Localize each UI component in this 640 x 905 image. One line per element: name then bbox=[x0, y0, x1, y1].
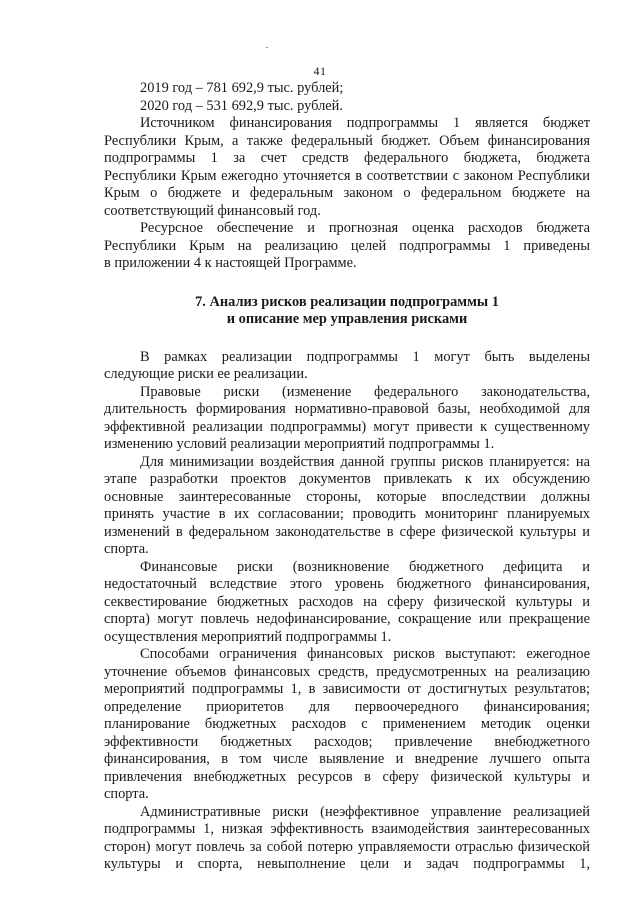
text-line: спорта) могут повлечь недофинансирование, сокращение или прекращение bbox=[104, 611, 590, 627]
paragraph bbox=[104, 115, 590, 220]
text-line: Финансовые риски (возникновение бюджетного дефицита и bbox=[140, 558, 590, 575]
text-line: Республики Крым ежегодно уточняется в соответствии с законом Республики bbox=[104, 167, 590, 184]
text-line: эффективности бюджетных расходов; привлечение внебюджетного bbox=[104, 733, 590, 750]
paragraph bbox=[104, 559, 590, 647]
text-line: подпрограммы 1 за счет средств федерального бюджета, бюджета bbox=[104, 150, 590, 166]
text-line: основные заинтересованные стороны, которые впоследствии должны bbox=[104, 488, 590, 505]
text-line: сторон) могут повлечь за собой потерю управляемости отраслью физической bbox=[104, 838, 590, 855]
section-after-heading bbox=[104, 349, 590, 874]
text-line: этапе разработки проектов документов привлекать к их обсуждению bbox=[104, 471, 590, 487]
text-line: эффективной реализации подпрограммы) могут привести к существенному bbox=[104, 418, 590, 435]
text-line: определение приоритетов для первоочередного финансирования; bbox=[104, 698, 590, 715]
paragraph bbox=[104, 646, 590, 804]
text-line: 2020 год – 531 692,9 тыс. рублей. bbox=[140, 97, 343, 114]
paragraph bbox=[104, 454, 590, 559]
section-before-heading bbox=[104, 80, 590, 273]
text-line: изменений в федеральном законодательстве в сфере физической культуры и bbox=[104, 523, 590, 540]
page-number: 41 bbox=[313, 64, 327, 78]
text-line: 2019 год – 781 692,9 тыс. рублей; bbox=[140, 80, 344, 96]
paragraph bbox=[104, 804, 590, 874]
text-line: Для минимизации воздействия данной группы рисков планируется: на bbox=[140, 453, 590, 470]
text-line: следующие риски ее реализации. bbox=[104, 366, 308, 382]
text-line: Ресурсное обеспечение и прогнозная оценка расходов бюджета bbox=[140, 220, 590, 236]
paragraph bbox=[104, 384, 590, 454]
text-line: в приложении 4 к настоящей Программе. bbox=[104, 255, 357, 271]
heading-line-1: 7. Анализ рисков реализации подпрограммы 1 bbox=[195, 293, 499, 310]
text-line: спорта. bbox=[104, 541, 149, 557]
text-line: недостаточный вследствие этого уровень бюджетного финансирования, bbox=[104, 576, 590, 592]
paragraph bbox=[104, 349, 590, 384]
text-line: финансирования, в том числе выявление и внедрение лучшего опыта bbox=[104, 751, 590, 767]
text-line: привлечения внебюджетных ресурсов в сферу физической культуры и bbox=[104, 768, 590, 785]
text-line: осуществления мероприятий подпрограммы 1. bbox=[104, 628, 392, 645]
text-line: Республики Крым, а также федеральный бюджет. Объем финансирования bbox=[104, 132, 590, 149]
text-line: Правовые риски (изменение федерального законодательства, bbox=[140, 383, 590, 400]
paragraph bbox=[104, 80, 590, 115]
document-body bbox=[104, 80, 590, 874]
paragraph bbox=[104, 220, 590, 273]
text-line: длительность формирования нормативно-правовой базы, необходимой для bbox=[104, 401, 590, 417]
text-line: изменению условий реализации мероприятий подпрограммы 1. bbox=[104, 436, 495, 452]
text-line: культуры и спорта, невыполнение цели и задач подпрограммы 1, bbox=[104, 856, 590, 872]
text-line: мероприятий подпрограммы 1, в зависимости от достигнутых результатов; bbox=[104, 681, 590, 697]
text-line: спорта. bbox=[104, 786, 149, 802]
text-line: соответствующий финансовый год. bbox=[104, 202, 321, 219]
text-line: Крым о бюджете и федеральным законом о федеральном бюджете на bbox=[104, 185, 590, 201]
text-line: Источником финансирования подпрограммы 1 является бюджет bbox=[140, 115, 590, 131]
heading-line-2: и описание мер управления рисками bbox=[226, 311, 468, 327]
scan-speck bbox=[266, 47, 268, 48]
text-line: планирование бюджетных расходов с применением методик оценки bbox=[104, 716, 590, 732]
text-line: подпрограммы 1, низкая эффективность взаимодействия заинтересованных bbox=[104, 821, 590, 837]
text-line: Способами ограничения финансовых рисков выступают: ежегодное bbox=[140, 646, 590, 662]
section-heading bbox=[104, 294, 590, 329]
text-line: Республики Крым на реализацию целей подпрограммы 1 приведены bbox=[104, 237, 590, 254]
text-line: секвестирование бюджетных расходов на сферу физической культуры и bbox=[104, 593, 590, 610]
text-line: Административные риски (неэффективное управление реализацией bbox=[140, 803, 590, 820]
text-line: уточнение объемов финансовых средств, предусмотренных на реализацию bbox=[104, 663, 590, 680]
text-line: принять участие в их согласовании; проводить мониторинг планируемых bbox=[104, 506, 590, 522]
text-line: В рамках реализации подпрограммы 1 могут быть выделены bbox=[140, 348, 590, 365]
